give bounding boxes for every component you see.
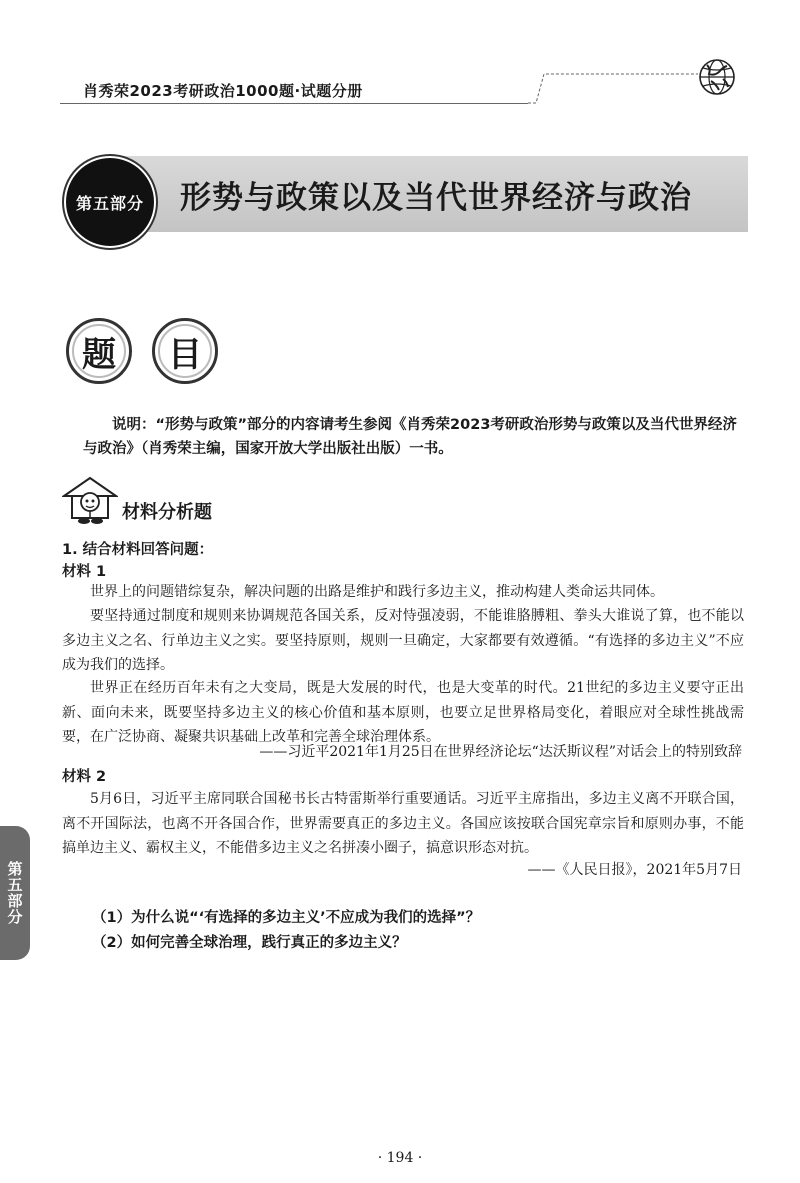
part-badge bbox=[66, 158, 154, 246]
heading-char-circle bbox=[66, 318, 132, 384]
globe-icon bbox=[697, 57, 737, 97]
part-side-tab bbox=[0, 826, 30, 960]
header-dashed-line bbox=[528, 72, 698, 104]
page-number: · 194 · bbox=[377, 1150, 423, 1166]
material-1-paragraph: 世界上的问题错综复杂，解决问题的出路是维护和践行多边主义，推动构建人类命运共同体。 bbox=[90, 584, 664, 600]
heading-char-circle bbox=[152, 318, 218, 384]
subquestion: （2）如何完善全球治理，践行真正的多边主义？ bbox=[92, 935, 407, 951]
mascot-icon bbox=[62, 474, 118, 526]
subquestion: （1）为什么说“‘有选择的多边主义’不应成为我们的选择”？ bbox=[92, 910, 481, 926]
material-2-label: 材料 2 bbox=[62, 769, 107, 785]
material-2-source: ——《人民日报》，2021年5月7日 bbox=[527, 862, 742, 878]
running-header-title: 肖秀荣2023考研政治1000题·试题分册 bbox=[83, 82, 363, 100]
heading-char: 题 bbox=[82, 334, 116, 375]
part-badge-label: 第五部分 bbox=[75, 193, 144, 213]
material-1-label: 材料 1 bbox=[62, 564, 107, 580]
instruction-note bbox=[83, 413, 743, 461]
header-rule bbox=[60, 103, 528, 104]
instruction-text: 说明：“形势与政策”部分的内容请考生参阅《肖秀荣2023考研政治形势与政策以及当代世界经济与政治》（肖秀荣主编，国家开放大学出版社出版）一书。 bbox=[83, 417, 737, 457]
question-number: 1. 结合材料回答问题： bbox=[62, 542, 214, 558]
part-title: 形势与政策以及当代世界经济与政治 bbox=[180, 180, 692, 216]
material-1-source: ——习近平2021年1月25日在世界经济论坛“达沃斯议程”对话会上的特别致辞 bbox=[259, 744, 742, 760]
material-2-paragraph: 5月6日，习近平主席同联合国秘书长古特雷斯举行重要通话。习近平主席指出，多边主义离不开联合国，离不开国际法，也离不开各国合作，世界需要真正的多边主义。各国应该按联合国宪章宗旨和原则办事，不能搞单边主义、霸权主义，不能借多边主义之名拼凑小圈子，搞意识形态对抗。 bbox=[62, 791, 744, 856]
material-1-paragraph: 世界正在经历百年未有之大变局，既是大发展的时代，也是大变革的时代。21世纪的多边主义要守正出新、面向未来，既要坚持多边主义的核心价值和基本原则，也要立足世界格局变化，着眼应对全球性挑战需要，在广泛协商、凝聚共识基础上改革和完善全球治理体系。 bbox=[62, 680, 744, 745]
section-title: 材料分析题 bbox=[122, 502, 212, 523]
material-1-paragraph: 要坚持通过制度和规则来协调规范各国关系，反对恃强凌弱，不能谁胳膊粗、拳头大谁说了算，也不能以多边主义之名、行单边主义之实。要坚持原则，规则一旦确定，大家都要有效遵循。“有选择的多边主义”不应成为我们的选择。 bbox=[62, 608, 744, 673]
side-tab-label: 第五部分 bbox=[5, 861, 24, 925]
heading-char: 目 bbox=[168, 334, 202, 375]
